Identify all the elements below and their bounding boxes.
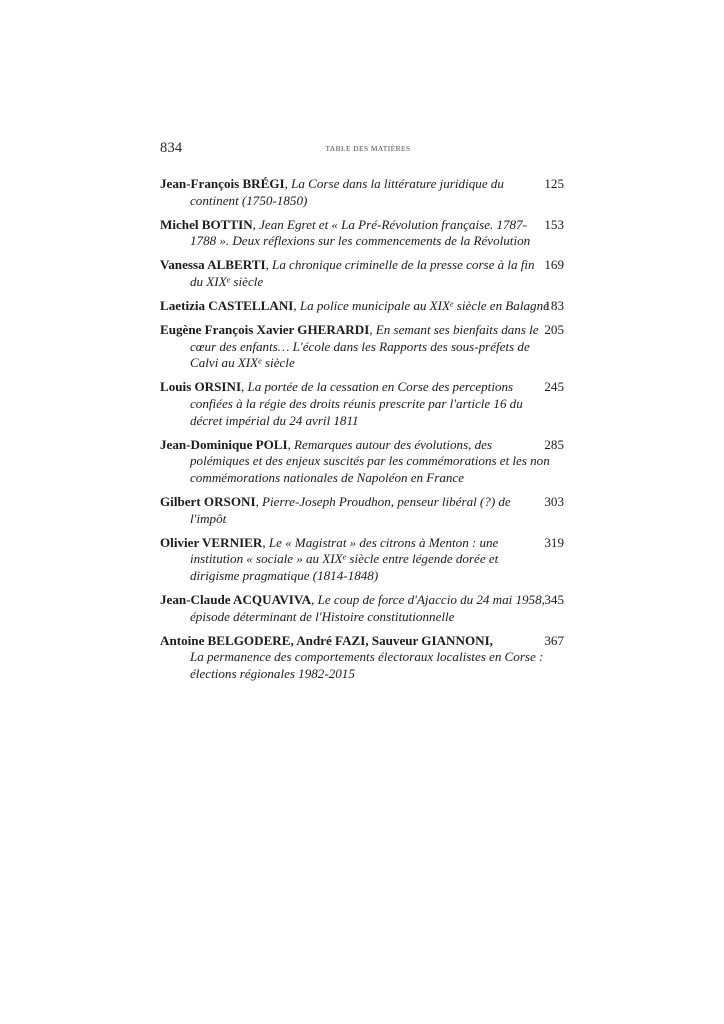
toc-entry-author: Olivier VERNIER xyxy=(160,534,263,550)
toc-entry-author: Jean-François BRÉGI xyxy=(160,176,285,191)
toc-entry-title: La Corse dans la littérature juridique du continent (1750-1850) xyxy=(190,176,504,208)
toc-entry-author: Gilbert ORSONI xyxy=(160,494,256,509)
toc-entry-title: Pierre-Joseph Proudhon, penseur libéral (?) de l'impôt xyxy=(190,494,511,526)
running-head-title: TABLE DES MATIÈRES xyxy=(325,144,411,153)
toc-entry-author: Jean-Claude ACQUAVIVA xyxy=(160,591,312,607)
toc-entry[interactable] xyxy=(160,633,564,683)
toc-entry-page-number: 125 xyxy=(544,176,564,191)
toc-entry-title: La portée de la cessation en Corse des perceptions confiées à la régie des droits réunis prescrite par l'article 16 du décret impérial du 24 avril 1811 xyxy=(190,379,523,428)
toc-entry-page-number: 367 xyxy=(544,632,564,648)
toc-entry-title: La permanence des comportements électoraux localistes en Corse : élections régionales 1982-2015 xyxy=(190,649,544,681)
toc-entry-text: Eugène François Xavier GHERARDI, En semant ses bienfaits dans le cœur des enfants… L'école dans les Rapports des sous-préfets de Calvi au XIXe siècle xyxy=(160,322,539,371)
toc-entry[interactable] xyxy=(160,298,564,315)
toc-entry-title: Jean Egret et « La Pré-Révolution française. 1787-1788 ». Deux réflexions sur les commencements de la Révolution xyxy=(190,216,531,249)
toc-entry-text: Jean-François BRÉGI, La Corse dans la littérature juridique du continent (1750-1850) xyxy=(160,176,504,208)
toc-entry-page-number: 285 xyxy=(544,436,564,452)
toc-entry-author: Eugène François Xavier GHERARDI xyxy=(160,322,370,338)
toc-entry-text: Vanessa ALBERTI, La chronique criminelle de la presse corse à la fin du XIXe siècle xyxy=(160,257,535,289)
toc-entry-title: En semant ses bienfaits dans le cœur des enfants… L'école dans les Rapports des sous-préfets de Calvi au XIXe siècle xyxy=(190,322,539,371)
toc-entry-page-number: 245 xyxy=(544,379,564,395)
toc-entry-author: Michel BOTTIN xyxy=(160,216,253,232)
toc-entry-page-number: 169 xyxy=(544,257,564,273)
toc-entry-text: Jean-Claude ACQUAVIVA, Le coup de force d'Ajaccio du 24 mai 1958, épisode déterminant de l'Histoire constitutionnelle xyxy=(160,591,545,624)
toc-entry[interactable] xyxy=(160,217,564,250)
running-head xyxy=(160,140,562,156)
toc-entry-author: Louis ORSINI xyxy=(160,379,242,395)
toc-entry[interactable] xyxy=(160,592,564,625)
toc-entry[interactable] xyxy=(160,257,564,290)
toc-entry-page-number: 153 xyxy=(544,216,564,232)
toc-entry-page-number: 345 xyxy=(544,591,564,607)
toc-entry[interactable] xyxy=(160,535,564,585)
toc-entry[interactable] xyxy=(160,494,564,527)
toc-entry-page-number: 303 xyxy=(544,494,564,509)
toc-entry[interactable] xyxy=(160,322,564,372)
toc-entry-text xyxy=(160,633,550,683)
toc-entry-author: Jean-Dominique POLI xyxy=(160,436,288,452)
toc-entry-title: Le « Magistrat » des citrons à Menton : une institution « sociale » au XIXe siècle entre légende dorée et dirigisme pragmatique (1814-1848) xyxy=(190,534,499,583)
toc-entry-author: Antoine BELGODERE, André FAZI, Sauveur GIANNONI, xyxy=(160,632,493,648)
toc-entry-page-number: 183 xyxy=(544,298,564,314)
toc-entry-text: Louis ORSINI, La portée de la cessation en Corse des perceptions confiées à la régie des droits réunis prescrite par l'article 16 du décret impérial du 24 avril 1811 xyxy=(160,379,523,428)
toc-entry-title: La police municipale au XIXe siècle en Balagne xyxy=(299,298,549,314)
toc-entry-page-number: 205 xyxy=(544,322,564,338)
toc-entry-title: Remarques autour des évolutions, des polémiques et des enjeux suscités par les commémorations et les non commémorations nationales de Napoléon en France xyxy=(190,436,550,485)
toc-entry-author: Laetizia CASTELLANI xyxy=(160,298,294,314)
toc-entry-title: Le coup de force d'Ajaccio du 24 mai 1958, épisode déterminant de l'Histoire constitutionnelle xyxy=(190,591,545,624)
page-folio-number: 834 xyxy=(160,140,183,156)
toc-entry-text: Gilbert ORSONI, Pierre-Joseph Proudhon, penseur libéral (?) de l'impôt xyxy=(160,494,511,526)
toc-entry-text: Michel BOTTIN, Jean Egret et « La Pré-Révolution française. 1787-1788 ». Deux réflexions sur les commencements de la Révolution xyxy=(160,216,531,249)
toc-entry[interactable] xyxy=(160,437,564,487)
toc-entry-text: Olivier VERNIER, Le « Magistrat » des citrons à Menton : une institution « sociale » au XIXe siècle entre légende dorée et dirigisme pragmatique (1814-1848) xyxy=(160,534,499,583)
table-of-contents-list xyxy=(160,176,564,682)
toc-entry[interactable] xyxy=(160,176,564,209)
toc-entry-text: Laetizia CASTELLANI, La police municipale au XIXe siècle en Balagne xyxy=(160,298,549,314)
toc-entry-page-number: 319 xyxy=(544,534,564,550)
toc-entry-text: Jean-Dominique POLI, Remarques autour des évolutions, des polémiques et des enjeux suscités par les commémorations et les non commémorations nationales de Napoléon en France xyxy=(160,436,550,485)
toc-entry-author: Vanessa ALBERTI xyxy=(160,257,266,273)
toc-entry[interactable] xyxy=(160,379,564,429)
toc-entry-title: La chronique criminelle de la presse corse à la fin du XIXe siècle xyxy=(190,257,535,289)
